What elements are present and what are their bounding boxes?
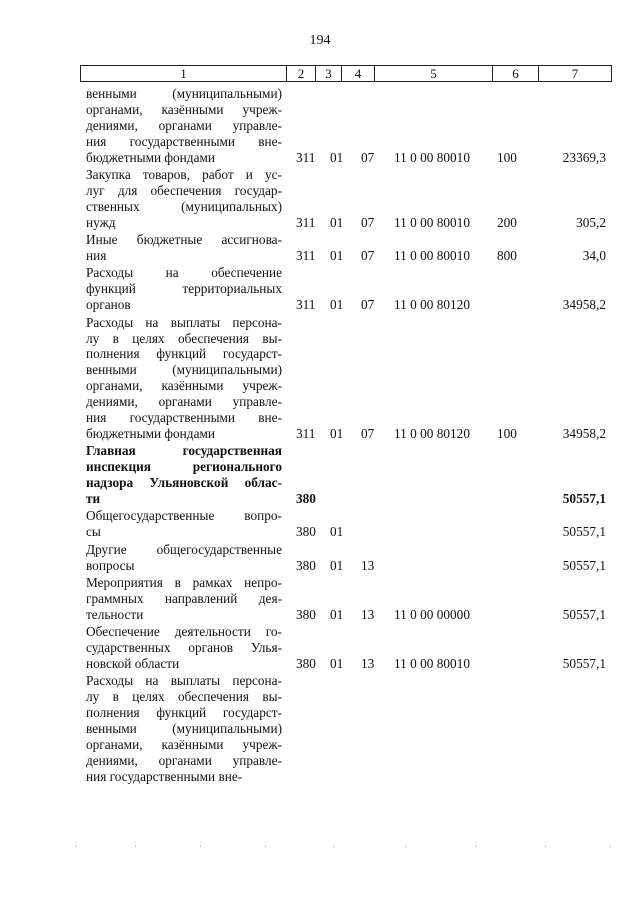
description-line: новской области [86,656,180,671]
cell-col-3: 01 [330,655,344,671]
cell-col-4: 07 [361,425,375,441]
description-line: дениями, органами управле- [86,752,282,768]
row-description [86,508,282,540]
description-line: венными (муниципальными) [86,721,282,737]
cell-col-5: 11 0 00 80010 [394,149,470,165]
description-line: Расходы на выплаты персона- [86,673,282,689]
description-line: ственных (муниципальных) [86,198,282,214]
row-description [86,575,282,623]
cell-col-4: 13 [361,655,375,671]
cell-col-2: 311 [296,425,316,441]
row-description [86,232,282,264]
row-description [86,315,282,442]
cell-col-5: 11 0 00 80120 [394,297,470,313]
cell-col-4: 07 [361,149,375,165]
description-line: полнения функций государст- [86,346,282,362]
cell-col-2: 380 [296,557,316,573]
description-line: лу в целях обеспечения вы- [86,689,282,705]
header-col-3: 3 [315,65,342,82]
description-line: дениями, органами управле- [86,394,282,410]
cell-col-3: 01 [330,606,344,622]
cell-col-4: 07 [361,247,375,263]
cell-col-7: 50557,1 [562,490,606,506]
cell-col-4: 13 [361,606,375,622]
description-line: Общегосударственные вопро- [86,508,282,524]
cell-col-2: 380 [296,655,316,671]
cell-col-2: 311 [296,214,316,230]
header-col-5: 5 [374,65,493,82]
cell-col-4: 07 [361,297,375,313]
description-line: бюджетными фондами [86,149,215,165]
description-line: инспекция регионального [86,459,282,475]
cell-col-5: 11 0 00 80120 [394,425,470,441]
description-line: нужд [86,214,116,230]
cell-col-6: 100 [497,149,517,165]
row-description [86,673,282,784]
description-line: органами, казёнными учреж- [86,378,282,394]
cell-col-7: 50557,1 [562,606,606,622]
header-col-7: 7 [538,65,612,82]
description-line: тельности [86,606,144,622]
cell-col-6: 100 [497,425,517,441]
cell-col-3: 01 [330,425,344,441]
cell-col-2: 380 [296,490,316,506]
description-line: сударственных органов Улья- [86,640,282,656]
header-col-6: 6 [492,65,539,82]
description-line: Другие общегосударственные [86,541,282,557]
description-line: венными (муниципальными) [86,362,282,378]
cell-col-7: 50557,1 [562,524,606,540]
cell-col-7: 34,0 [582,247,606,263]
cell-col-2: 380 [296,524,316,540]
description-line: ти [86,491,101,507]
cell-col-5: 11 0 00 80010 [394,214,470,230]
cell-col-3: 01 [330,557,344,573]
row-description [86,624,282,672]
description-line: венными (муниципальными) [86,86,282,101]
cell-col-7: 23369,3 [562,149,606,165]
cell-col-5: 11 0 00 80010 [394,247,470,263]
description-line: Расходы на выплаты персона- [86,314,282,330]
description-line: ния государственными вне- [86,410,282,426]
description-line: Главная государственная [86,443,282,459]
header-col-2: 2 [286,65,316,82]
description-line: органами, казёнными учреж- [86,101,282,117]
description-line: ния [86,248,107,263]
description-line: функций территориальных [86,281,282,297]
description-line: ния государственными вне- [86,133,282,149]
cell-col-4: 07 [361,214,375,230]
cell-col-2: 380 [296,606,316,622]
cell-col-3: 01 [330,297,344,313]
description-line: дениями, органами управле- [86,117,282,133]
cell-col-3: 01 [330,149,344,165]
description-line: сы [86,524,101,540]
row-description [86,443,282,507]
description-line: ния государственными вне- [86,768,243,784]
description-line: надзора Ульяновской облас- [86,475,282,491]
cell-col-5: 11 0 00 80010 [394,655,470,671]
cell-col-5: 11 0 00 00000 [394,606,470,622]
description-line: бюджетными фондами [86,425,215,441]
row-description [86,265,282,313]
bottom-dotted-line [75,846,615,850]
row-description [86,167,282,231]
description-line: лу в целях обеспечения вы- [86,330,282,346]
description-line: полнения функций государст- [86,705,282,721]
description-line: Мероприятия в рамках непро- [86,575,282,590]
description-line: органами, казёнными учреж- [86,737,282,753]
cell-col-2: 311 [296,247,316,263]
description-line: Обеспечение деятельности го- [86,624,282,640]
description-line: Закупка товаров, работ и ус- [86,167,282,182]
cell-col-2: 311 [296,149,316,165]
description-line: органов [86,297,131,313]
cell-col-4: 13 [361,557,375,573]
table-header [80,65,612,83]
page-number: 194 [309,33,331,48]
cell-col-7: 34958,2 [562,297,606,313]
cell-col-7: 305,2 [576,214,606,230]
cell-col-6: 800 [497,247,517,263]
cell-col-7: 50557,1 [562,655,606,671]
description-line: луг для обеспечения государ- [86,182,282,198]
description-line: Расходы на обеспечение [86,265,282,281]
cell-col-3: 01 [330,214,344,230]
row-description [86,542,282,574]
cell-col-3: 01 [330,524,344,540]
cell-col-6: 200 [497,214,517,230]
header-col-4: 4 [341,65,375,82]
description-line: Иные бюджетные ассигнова- [86,232,282,248]
description-line: вопросы [86,557,135,573]
description-line: граммных направлений дея- [86,590,282,606]
header-col-1: 1 [80,65,287,82]
cell-col-7: 34958,2 [562,425,606,441]
cell-col-2: 311 [296,297,316,313]
cell-col-7: 50557,1 [562,557,606,573]
row-description [86,86,282,166]
cell-col-3: 01 [330,247,344,263]
